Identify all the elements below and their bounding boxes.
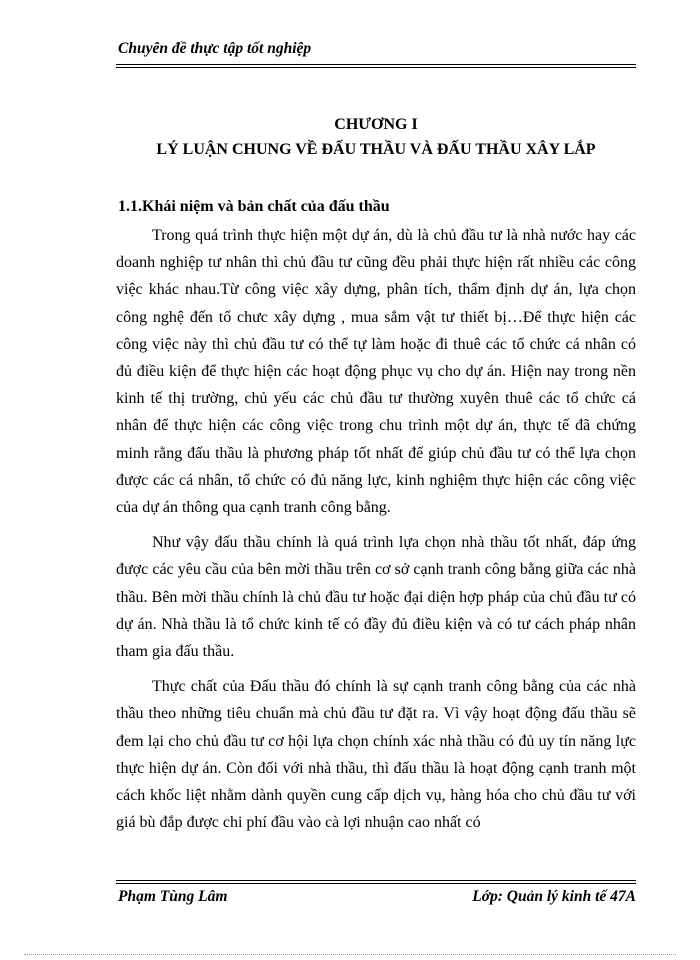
page-break-line bbox=[24, 954, 676, 955]
header-divider bbox=[116, 64, 636, 68]
chapter-number: CHƯƠNG I bbox=[334, 116, 418, 133]
paragraph: Như vậy đấu thầu chính là quá trình lựa chọn nhà thầu tốt nhất, đáp ứng được các yêu cầu của bên mời thầu trên cơ sở cạnh tranh công bằng giữa các nhà thầu. Bên mời thầu chính là chủ đầu tư hoặc đại diện hợp pháp của chủ đầu tư có dự án. Nhà thầu là tổ chức kinh tế có đầy đủ điều kiện và có tư cách pháp nhân tham gia đấu thầu. bbox=[116, 534, 636, 661]
section-heading: 1.1.Khái niệm và bản chất của đấu thầu bbox=[118, 198, 390, 215]
footer-class: Lớp: Quản lý kinh tế 47A bbox=[472, 888, 636, 905]
paragraph: Trong quá trình thực hiện một dự án, dù là chủ đầu tư là nhà nước hay các doanh nghiệp tư nhân thì chủ đầu tư cũng đều phải thực hiện rất nhiều các công việc khác nhau.Từ công việc xây dựng, phân tích, thẩm định dự án, lựa chọn công nghệ đến tổ chưc xây dựng , mua sắm vật tư thiết bị…Để thực hiện các công việc này thì chủ đầu tư có thể tự làm hoặc đi thuê các tổ chức cá nhân có đủ điều kiện để thực hiện các hoạt động phục vụ cho dự án. Hiện nay trong nền kinh tế thị trường, chủ yếu các chủ đầu tư thường xuyên thuê các tổ chức cá nhân để thực hiện các công việc trong chu trình một dự án, thực tế đã chứng minh rằng đấu thầu là phương pháp tốt nhất để giúp chủ đầu tư có thể lựa chọn được các cá nhân, tổ chức có đủ năng lực, kinh nghiệm thực hiện các công việc của dự án thông qua cạnh tranh công bằng. bbox=[116, 227, 636, 517]
running-header: Chuyên đề thực tập tốt nghiệp bbox=[118, 40, 312, 57]
body-text bbox=[116, 222, 636, 844]
footer-divider bbox=[116, 880, 636, 884]
paragraph: Thực chất của Đấu thầu đó chính là sự cạnh tranh công bằng của các nhà thầu theo những tiêu chuẩn mà chủ đầu tư đặt ra. Vì vậy hoạt động đấu thầu sẽ đem lại cho chủ đầu tư cơ hội lựa chọn chính xác nhà thầu có đủ uy tín năng lực thực hiện dự án. Còn đối với nhà thầu, thì đấu thầu là hoạt động cạnh tranh một cách khốc liệt nhằm dành quyền cung cấp dịch vụ, hàng hóa cho chủ đầu tư với giá bù đắp được chi phí đầu vào cà lợi nhuận cao nhất có bbox=[116, 678, 636, 832]
footer-author: Phạm Tùng Lâm bbox=[118, 888, 228, 905]
chapter-title: LÝ LUẬN CHUNG VỀ ĐẤU THẦU VÀ ĐẤU THẦU XÂY LẮP bbox=[156, 141, 596, 158]
